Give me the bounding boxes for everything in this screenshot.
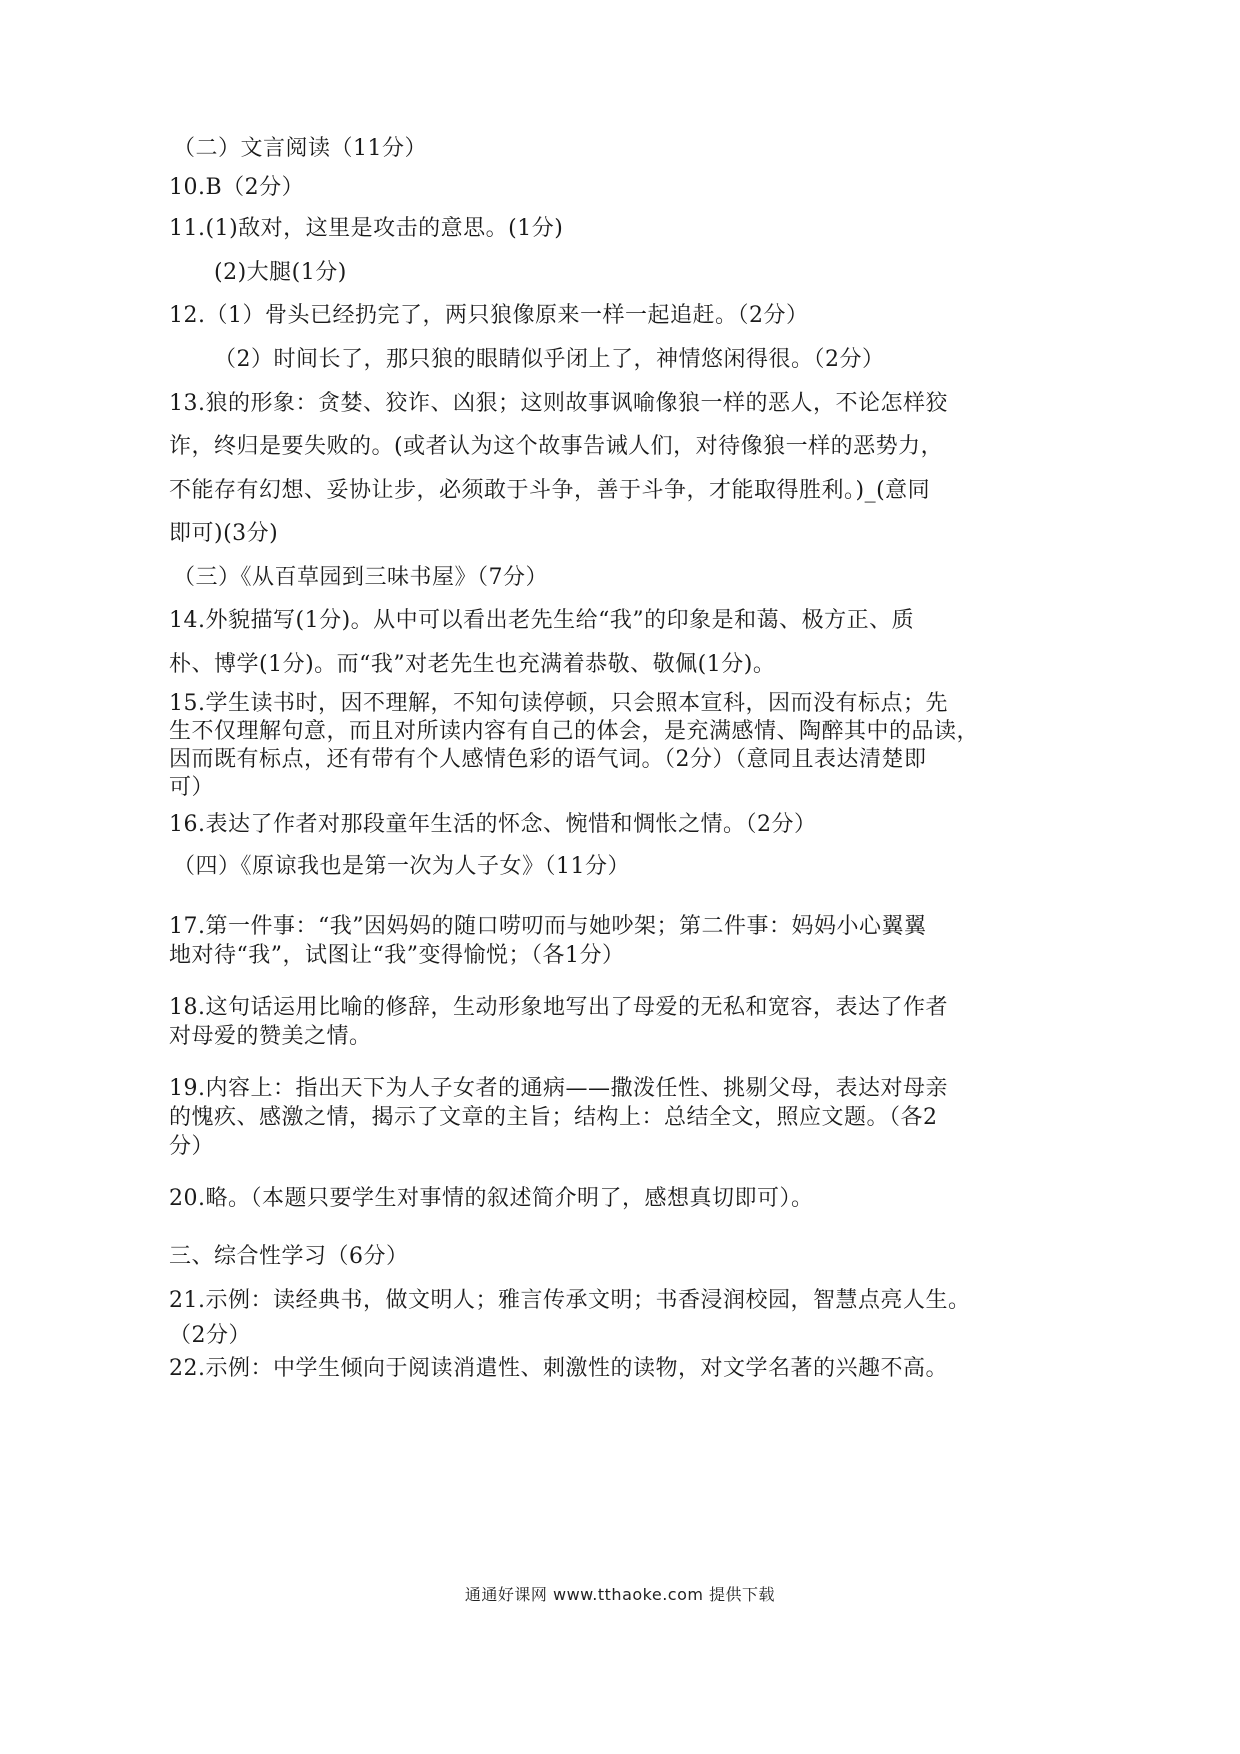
answer-21-line-1: 21.示例：读经典书，做文明人；雅言传承文明；书香浸润校园，智慧点亮人生。 xyxy=(169,1288,971,1313)
section-heading-baicaoyuan: （三）《从百草园到三味书屋》（7分） xyxy=(173,565,548,590)
answer-15-line-2: 生不仅理解句意，而且对所读内容有自己的体会，是充满感情、陶醉其中的品读， xyxy=(169,719,980,744)
answer-22: 22.示例：中学生倾向于阅读消遣性、刺激性的读物，对文学名著的兴趣不高。 xyxy=(169,1356,948,1381)
answer-17-line-2: 地对待“我”，试图让“我”变得愉悦；（各1分） xyxy=(169,943,625,968)
answer-17-line-1: 17.第一件事：“我”因妈妈的随口唠叨而与她吵架；第二件事：妈妈小心翼翼 xyxy=(169,914,927,939)
footer-source-credit: 通通好课网 www.tthaoke.com 提供下载 xyxy=(464,1585,776,1604)
answer-18-line-2: 对母爱的赞美之情。 xyxy=(169,1024,372,1049)
answer-18-line-1: 18.这句话运用比喻的修辞，生动形象地写出了母爱的无私和宽容，表达了作者 xyxy=(169,995,948,1020)
section-heading-forgive-me: （四）《原谅我也是第一次为人子女》（11分） xyxy=(173,854,630,879)
answer-21-line-2: （2分） xyxy=(169,1323,251,1348)
section-heading-comprehensive-study: 三、综合性学习（6分） xyxy=(169,1244,409,1269)
answer-20: 20.略。（本题只要学生对事情的叙述简介明了，感想真切即可）。 xyxy=(169,1186,814,1211)
answer-13-line-3: 不能存有幻想、妥协让步，必须敢于斗争，善于斗争，才能取得胜利。)_(意同 xyxy=(169,478,931,503)
answer-12-part-1: 12.（1）骨头已经扔完了，两只狼像原来一样一起追赶。（2分） xyxy=(169,303,809,328)
answer-19-line-2: 的愧疚、感激之情，揭示了文章的主旨；结构上：总结全文，照应文题。（各2 xyxy=(169,1105,938,1130)
answer-12-part-2: （2）时间长了，那只狼的眼睛似乎闭上了，神情悠闲得很。（2分） xyxy=(214,347,885,372)
answer-16: 16.表达了作者对那段童年生活的怀念、惋惜和惆怅之情。（2分） xyxy=(169,812,817,837)
answer-10: 10.B（2分） xyxy=(169,175,305,200)
answer-15-line-3: 因而既有标点，还有带有个人感情色彩的语气词。（2分）（意同且表达清楚即 xyxy=(169,747,927,772)
answer-11-part-1: 11.(1)敌对，这里是攻击的意思。(1分) xyxy=(169,216,564,241)
answer-13-line-1: 13.狼的形象：贪婪、狡诈、凶狠；这则故事讽喻像狼一样的恶人，不论怎样狡 xyxy=(169,391,948,416)
answer-15-line-1: 15.学生读书时，因不理解，不知句读停顿，只会照本宣科，因而没有标点；先 xyxy=(169,691,948,716)
answer-14-line-1: 14.外貌描写(1分)。从中可以看出老先生给“我”的印象是和蔼、极方正、质 xyxy=(169,608,915,633)
answer-13-line-2: 诈，终归是要失败的。(或者认为这个故事告诫人们，对待像狼一样的恶势力， xyxy=(169,434,944,459)
answer-11-part-2: (2)大腿(1分) xyxy=(214,260,347,285)
answer-19-line-1: 19.内容上：指出天下为人子女者的通病——撒泼任性、挑剔父母，表达对母亲 xyxy=(169,1076,948,1101)
answer-13-line-4: 即可)(3分) xyxy=(169,521,279,546)
answer-14-line-2: 朴、博学(1分)。而“我”对老先生也充满着恭敬、敬佩(1分)。 xyxy=(169,652,776,677)
answer-15-line-4: 可） xyxy=(169,775,215,800)
answer-19-line-3: 分） xyxy=(169,1134,215,1159)
section-heading-classical-reading: （二）文言阅读（11分） xyxy=(173,136,427,161)
